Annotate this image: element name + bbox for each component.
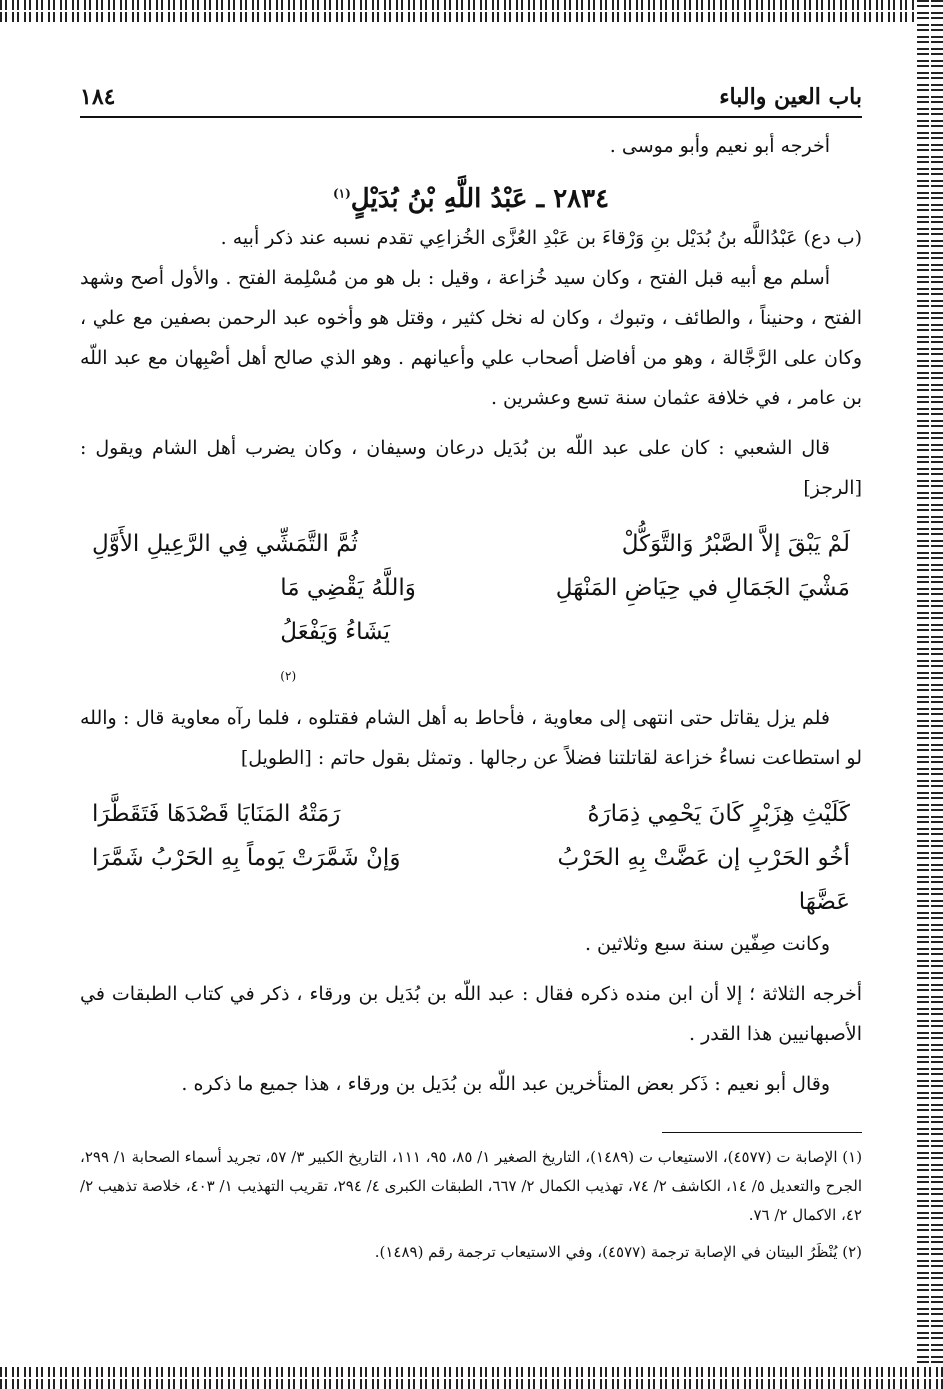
entry-title-text: ٢٨٣٤ ـ عَبْدُ اللَّهِ بْنُ بُدَيْلٍ <box>350 184 610 214</box>
thalatha-paragraph: أخرجه الثلاثة ؛ إلا أن ابن منده ذكره فقال : عبد اللّه بن بُدَيل بن ورقاء ، ذكر في كتاب الطبقات في الأصبهانيين هذا القدر . <box>80 983 862 1045</box>
footnote-1: (١) الإصابة ت (٤٥٧٧)، الاستيعاب ت (١٤٨٩)، التاريخ الصغير ١/ ٨٥، ٩٥، ١١١، التاريخ الكبير ٣/ ٥٧، تجريد أسماء الصحابة ١/ ٢٩٩، الجرح والتعديل ٥/ ١٤، الكاشف ٢/ ٧٤، تهذيب الكمال ٢/ ٦٦٧، الطبقات الكبرى ٤/ ٢٩٤، تقريب التهذيب ١/ ٤٠٣، خلاصة تذهيب ٢/ ٤٢، الاكمال ٢/ ٧٦. <box>80 1148 863 1224</box>
footnote-divider <box>662 1132 862 1133</box>
after-poem-text: فلم يزل يقاتل حتى انتهى إلى معاوية ، فأحاط به أهل الشام فقتلوه ، فلما رآه معاوية قال : والله لو استطاعت نساءُ خزاعة لقاتلتنا فضلاً عن رجالها . وتمثل بقول حاتم : <box>80 707 862 769</box>
abu-nuaym-paragraph: وقال أبو نعيم : ذَكر بعض المتأخرين عبد اللّه بن بُدَيل بن ورقاء ، هذا جميع ما ذكره . <box>181 1073 830 1095</box>
hemistich-second-text: وَاللَّهُ يَقْضِي مَا يَشَاءُ وَيَفْعَلُ <box>280 575 416 645</box>
verse-line <box>80 792 862 836</box>
hemistich-first: كَلَيْثِ هِزَبْرٍ كَانَ يَحْمِي ذِمَارَهُ <box>587 801 850 827</box>
page-header <box>80 72 862 118</box>
hemistich-second: وَإنْ شَمَّرَتْ يَوماً بِهِ الحَرْبُ شَمَّرَا <box>92 845 401 871</box>
hemistich-first: مَشْيَ الجَمَالِ في حِيَاضِ المَنْهَلِ <box>555 575 850 601</box>
poem-rajaz <box>80 522 862 698</box>
bottom-border-ornament <box>0 1367 943 1389</box>
shabi-paragraph <box>80 428 862 508</box>
verse-line <box>80 836 862 924</box>
verse-line <box>80 522 862 566</box>
page-number: ١٨٤ <box>80 84 116 110</box>
page-body <box>80 72 862 1267</box>
hemistich-first: لَمْ يَبْقَ إلاَّ الصَّبْرُ وَالتَّوَكُّلْ <box>621 531 850 557</box>
right-border-ornament <box>917 0 943 1389</box>
lineage-paragraph: (ب دع) عَبْدُاللَّه بنُ بُدَيْل بنِ وَرْقاءَ بن عَبْدِ العُزَّى الخُزاعِي تقدم نسبه عند ذكر أبيه . <box>220 227 862 249</box>
hemistich-second <box>92 566 441 698</box>
meter-label-tawil: [الطويل] <box>240 747 312 769</box>
meter-label-rajaz: [الرجز] <box>803 477 862 499</box>
siffin-line: وكانت صِفّين سنة سبع وثلاثين . <box>584 933 830 955</box>
hemistich-first: أخُو الحَرْبِ إن عَضَّتْ بِهِ الحَرْبُ عَضَّهَا <box>557 845 850 915</box>
verse-line <box>80 566 862 698</box>
biography-paragraph: أسلم مع أبيه قبل الفتح ، وكان سيد خُزاعة ، وقيل : بل هو من مُسْلِمة الفتح . والأول أصح وشهد الفتح ، وحنيناً ، والطائف ، وتبوك ، وكان له نخل كثير ، وقتل هو وأخوه عبد الرحمن بصفين مع علي ، وكان على الرَّجَّالة ، وهو من أفاضل أصحاب علي وأعيانهم . وهو الذي صالح أهل أصْبِهان مع عبد اللّه بن عامر ، في خلافة عثمان سنة تسع وعشرين . <box>80 267 862 409</box>
intro-line: أخرجه أبو نعيم وأبو موسى . <box>609 135 830 157</box>
shabi-text: قال الشعبي : كان على عبد اللّه بن بُدَيل درعان وسيفان ، وكان يضرب أهل الشام ويقول : <box>80 437 830 459</box>
top-border-ornament <box>0 0 943 22</box>
entry-title <box>80 184 862 214</box>
after-poem-paragraph <box>80 698 862 778</box>
footnote-2: (٢) يُنْظَرُ البيتان في الإصابة ترجمة (٤٥٧٧)، وفي الاستيعاب ترجمة رقم (١٤٨٩). <box>374 1243 862 1261</box>
poem-tawil <box>80 792 862 924</box>
footnote-ref-2: (٢) <box>280 669 297 683</box>
footnote-ref-1: (١) <box>332 186 351 201</box>
hemistich-second: رَمَتْهُ المَنَايَا قَصْدَهَا فَتَقَطَّرَا <box>92 801 341 827</box>
section-title: باب العين والباء <box>719 84 862 110</box>
hemistich-second: ثُمَّ التَّمَشِّي فِي الرَّعِيلِ الأَوَّلِ <box>92 531 358 557</box>
